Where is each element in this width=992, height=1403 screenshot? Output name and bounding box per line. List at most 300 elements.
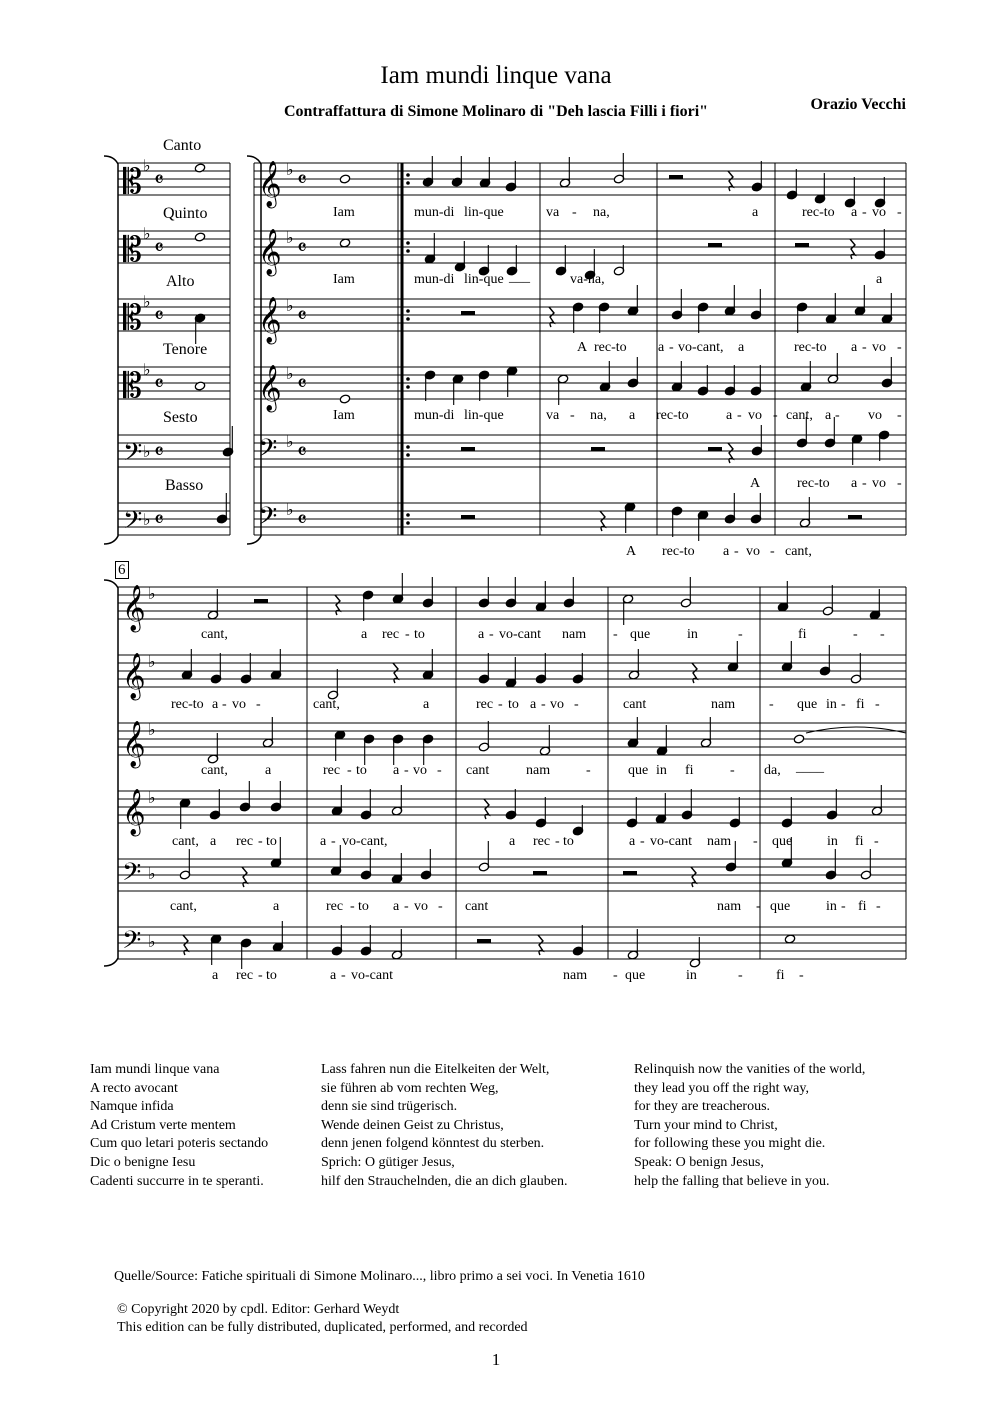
text-line: Lass fahren nun die Eitelkeiten der Welt,: [321, 1062, 550, 1077]
lyric: to: [563, 834, 574, 849]
lyric: -: [541, 697, 546, 712]
flat-sign: ♭: [143, 512, 151, 529]
lyric: fi: [776, 968, 785, 983]
lyric: a: [212, 697, 219, 712]
flat-sign: ♭: [148, 586, 156, 603]
lyric: va: [546, 408, 560, 423]
lyric: a: [851, 205, 858, 220]
lyric: na,: [593, 205, 610, 220]
lyric: rec: [326, 899, 344, 914]
half-rest: [477, 939, 491, 943]
lyric: to: [508, 697, 519, 712]
lyric: -: [586, 763, 591, 778]
lyric: -: [405, 627, 410, 642]
incipit-clef: 𝄡: [123, 300, 142, 337]
flat-sign: ♭: [143, 226, 151, 243]
quarter-rest: [335, 595, 340, 615]
quarter-rest: [600, 511, 605, 531]
quarter-rest: [728, 171, 733, 191]
lyric: -: [613, 968, 618, 983]
lyric: -: [437, 763, 442, 778]
voice-name-quinto: Quinto: [163, 205, 208, 222]
time-signature: 𝄴: [154, 303, 164, 328]
text-line: Speak: O benign Jesus,: [634, 1154, 764, 1170]
repeat-dot: [406, 521, 410, 525]
quarter-rest: [728, 443, 733, 463]
lyric: vo: [550, 697, 564, 712]
lyric: A: [577, 340, 588, 355]
measure-number: 6: [115, 561, 129, 579]
quarter-rest: [183, 935, 188, 955]
lyric: rec-to: [662, 544, 695, 559]
lyric: cant,: [170, 899, 197, 914]
flat-sign: ♭: [286, 230, 294, 247]
lyric: Iam: [333, 408, 355, 423]
text-line: Sprich: O gütiger Jesus,: [321, 1154, 455, 1170]
lyric: -: [862, 340, 867, 355]
treble-clef: 𝄢: [122, 927, 142, 960]
quarter-rest: [850, 239, 855, 259]
source-note: Quelle/Source: Fatiche spirituali di Simone Molinaro..., libro primo a sei voci. In Venetia 1610: [114, 1269, 645, 1284]
repeat-dot: [406, 173, 410, 177]
half-rest: [591, 447, 605, 451]
half-rest: [795, 243, 809, 247]
text-line: help the falling that believe in you.: [634, 1173, 830, 1189]
lyric: -: [574, 697, 579, 712]
lyric: a: [393, 763, 400, 778]
lyric: cant,: [201, 627, 228, 642]
lyric: que: [625, 968, 646, 983]
repeat-dot: [406, 249, 410, 253]
lyric: que: [630, 627, 651, 642]
flat-sign: ♭: [286, 162, 294, 179]
note-head: [339, 394, 350, 404]
text-line: denn jenen folgend könntest du sterben.: [321, 1136, 545, 1152]
treble-clef: 𝄞: [122, 789, 146, 834]
quarter-rest: [549, 307, 554, 327]
flat-sign: ♭: [148, 654, 156, 671]
time-signature: 𝄴: [297, 439, 307, 464]
lyric: Iam: [333, 272, 355, 287]
lyric: vo: [872, 476, 886, 491]
repeat-dot: [406, 445, 410, 449]
quarter-rest: [393, 663, 398, 683]
page-number: 1: [491, 1350, 501, 1369]
voice-name-canto: Canto: [163, 137, 202, 154]
time-signature: 𝄴: [154, 235, 164, 260]
flat-sign: ♭: [148, 722, 156, 739]
lyric: to: [266, 968, 277, 983]
quarter-rest: [691, 867, 696, 887]
quarter-rest: [692, 663, 697, 683]
license-note: This edition can be fully distributed, duplicated, performed, and recorded: [117, 1320, 528, 1335]
lyric: vo-cant,: [342, 834, 388, 849]
lyric: vo: [872, 340, 886, 355]
note-head: [793, 734, 804, 744]
repeat-dot: [406, 317, 410, 321]
repeat-dot: [406, 241, 410, 245]
text-line: Iam mundi linque vana: [90, 1062, 220, 1077]
lyric: rec: [236, 968, 254, 983]
lyric: -: [862, 476, 867, 491]
lyric: -: [572, 205, 577, 220]
text-line: Dic o benigne Iesu: [90, 1154, 196, 1170]
half-rest: [461, 311, 475, 315]
repeat-dot: [406, 181, 410, 185]
page-subtitle: Contraffattura di Simone Molinaro di "Deh lascia Filli i fiori": [283, 103, 709, 120]
lyric: que: [772, 834, 793, 849]
note-head: [339, 174, 350, 184]
treble-clef: 𝄞: [258, 365, 282, 410]
treble-clef: 𝄞: [122, 653, 146, 698]
lyric: vo: [746, 544, 760, 559]
note-head: [194, 381, 205, 391]
lyric: vo: [414, 899, 428, 914]
lyric: mun-di: [414, 408, 455, 423]
lyric: que: [797, 697, 818, 712]
lyric: nam: [707, 834, 732, 849]
incipit-clef: 𝄡: [123, 368, 142, 405]
lyric: a: [530, 697, 537, 712]
lyric: -: [730, 763, 735, 778]
lyric: a: [423, 697, 430, 712]
lyric: a: [330, 968, 337, 983]
lyric: mun-di: [414, 272, 455, 287]
half-rest: [669, 175, 683, 179]
lyric: -: [404, 899, 409, 914]
lyric: cant,: [785, 544, 812, 559]
flat-sign: ♭: [286, 298, 294, 315]
voice-name-tenore: Tenore: [163, 341, 208, 358]
time-signature: 𝄴: [154, 439, 164, 464]
flat-sign: ♭: [286, 434, 294, 451]
treble-clef: 𝄞: [122, 585, 146, 630]
treble-clef: 𝄞: [258, 229, 282, 274]
text-line: for following these you might die.: [634, 1136, 826, 1152]
lyric: -: [753, 834, 758, 849]
lyric: -: [880, 627, 885, 642]
text-line: Turn your mind to Christ,: [634, 1117, 778, 1133]
flat-sign: ♭: [286, 502, 294, 519]
note-head: [194, 232, 205, 242]
incipit-clef: 𝄢: [123, 439, 143, 472]
lyric: rec-to: [802, 205, 835, 220]
lyric: nam: [526, 763, 551, 778]
flat-sign: ♭: [143, 294, 151, 311]
half-rest: [461, 447, 475, 451]
lyric: -: [498, 697, 503, 712]
voice-name-basso: Basso: [165, 477, 204, 494]
half-rest: [461, 515, 475, 519]
half-rest: [254, 599, 268, 603]
tie: [806, 727, 906, 733]
voice-name-alto: Alto: [166, 273, 195, 290]
lyric: nam: [711, 697, 736, 712]
lyric: in: [826, 697, 837, 712]
lyric: -: [897, 205, 902, 220]
lyric: a: [509, 834, 516, 849]
lyric: -: [799, 968, 804, 983]
time-signature: 𝄴: [154, 371, 164, 396]
lyric: A: [626, 544, 637, 559]
lyric: -: [770, 544, 775, 559]
lyric: -: [756, 899, 761, 914]
lyric: cant,: [313, 697, 340, 712]
lyric: -: [258, 968, 263, 983]
lyric: to: [266, 834, 277, 849]
lyric: -: [773, 408, 778, 423]
lyric: -: [640, 834, 645, 849]
lyric: -: [489, 627, 494, 642]
lyric: to: [358, 899, 369, 914]
lyric: a: [723, 544, 730, 559]
lyric: vo-cant: [351, 968, 393, 983]
treble-clef: 𝄢: [258, 435, 278, 468]
lyric: rec-to: [797, 476, 830, 491]
flat-sign: ♭: [143, 444, 151, 461]
flat-sign: ♭: [143, 362, 151, 379]
repeat-dot: [406, 453, 410, 457]
lyric: -: [841, 697, 846, 712]
lyric: va: [546, 205, 560, 220]
lyric: -: [734, 544, 739, 559]
lyric: a: [210, 834, 217, 849]
lyric: cant,: [201, 763, 228, 778]
text-line: Cadenti succurre in te speranti.: [90, 1173, 264, 1189]
page-title: Iam mundi linque vana: [380, 62, 612, 89]
system-bracket: [104, 156, 118, 544]
lyric: que: [628, 763, 649, 778]
treble-clef: 𝄢: [258, 503, 278, 536]
treble-clef: 𝄞: [122, 721, 146, 766]
quarter-rest: [538, 935, 543, 955]
lyric: rec: [323, 763, 341, 778]
lyric: -: [737, 408, 742, 423]
lyric: Iam: [333, 205, 355, 220]
lyric: -: [256, 697, 261, 712]
lyric: -: [769, 697, 774, 712]
lyric: -: [404, 763, 409, 778]
lyric: -: [874, 834, 879, 849]
lyric: vo: [872, 205, 886, 220]
incipit-clef: 𝄡: [123, 164, 142, 201]
lyric: fi: [855, 834, 864, 849]
incipit-clef: 𝄡: [123, 232, 142, 269]
lyric: in: [656, 763, 667, 778]
text-line: Relinquish now the vanities of the world,: [634, 1062, 866, 1077]
lyric: -: [570, 408, 575, 423]
lyric: rec: [382, 627, 400, 642]
half-rest: [533, 871, 547, 875]
lyric: a: [361, 627, 368, 642]
text-line: Ad Cristum verte mentem: [90, 1117, 236, 1133]
lyric: vo: [232, 697, 246, 712]
repeat-dot: [406, 377, 410, 381]
lyric: a: [629, 408, 636, 423]
time-signature: 𝄴: [297, 371, 307, 396]
text-line: they lead you off the right way,: [634, 1080, 809, 1096]
half-rest: [708, 243, 722, 247]
lyric: a: [212, 968, 219, 983]
lyric: fi: [798, 627, 807, 642]
lyric: -: [835, 408, 840, 423]
time-signature: 𝄴: [154, 507, 164, 532]
lyric: -: [738, 968, 743, 983]
lyric: rec-to: [594, 340, 627, 355]
lyric: que: [770, 899, 791, 914]
repeat-dot: [406, 385, 410, 389]
lyric: a: [752, 205, 759, 220]
lyric: a: [320, 834, 327, 849]
treble-clef: 𝄞: [258, 161, 282, 206]
lyric: A: [750, 476, 761, 491]
lyric: nam: [563, 968, 588, 983]
lyric: a: [629, 834, 636, 849]
time-signature: 𝄴: [297, 235, 307, 260]
half-rest: [708, 447, 722, 451]
lyric: a: [876, 272, 883, 287]
note-head: [194, 163, 205, 173]
lyric: cant: [623, 697, 647, 712]
lyric: cant,: [172, 834, 199, 849]
flat-sign: ♭: [143, 158, 151, 175]
lyric: -: [350, 899, 355, 914]
lyric: rec: [533, 834, 551, 849]
copyright-note: © Copyright 2020 by cpdl. Editor: Gerhard Weydt: [117, 1302, 400, 1317]
lyric: da,: [764, 763, 781, 778]
lyric: a: [478, 627, 485, 642]
quarter-rest: [484, 799, 489, 819]
lyric: mun-di: [414, 205, 455, 220]
lyric: rec: [236, 834, 254, 849]
lyric: a: [393, 899, 400, 914]
repeat-dot: [406, 513, 410, 517]
lyric: a: [726, 408, 733, 423]
lyric: -: [258, 834, 263, 849]
voice-name-sesto: Sesto: [163, 409, 198, 426]
lyric: -: [222, 697, 227, 712]
lyric: -: [876, 899, 881, 914]
lyric: fi: [858, 899, 867, 914]
lyric: ___: [509, 270, 530, 285]
lyric: -: [669, 340, 674, 355]
text-line: sie führen ab vom rechten Weg,: [321, 1080, 499, 1096]
lyric: lin-que: [464, 272, 504, 287]
lyric: rec-to: [656, 408, 689, 423]
text-line: denn sie sind trügerisch.: [321, 1099, 458, 1115]
text-line: for they are treacherous.: [634, 1099, 771, 1115]
lyric: ____: [796, 760, 824, 775]
lyric: cant: [465, 899, 489, 914]
time-signature: 𝄴: [297, 303, 307, 328]
lyric: a: [851, 340, 858, 355]
half-rest: [623, 871, 637, 875]
lyric: na,: [590, 408, 607, 423]
lyric: -: [738, 627, 743, 642]
lyric: vo-cant: [499, 627, 541, 642]
time-signature: 𝄴: [297, 507, 307, 532]
lyric: -: [875, 697, 880, 712]
lyric: to: [356, 763, 367, 778]
lyric: in: [686, 968, 697, 983]
lyric: a: [273, 899, 280, 914]
flat-sign: ♭: [148, 866, 156, 883]
lyric: -: [555, 834, 560, 849]
lyric: -: [897, 340, 902, 355]
lyric: to: [414, 627, 425, 642]
lyric: rec-to: [171, 697, 204, 712]
lyric: lin-que: [464, 408, 504, 423]
lyric: a: [265, 763, 272, 778]
lyric: -: [862, 205, 867, 220]
lyric: -: [613, 627, 618, 642]
lyric: in: [826, 899, 837, 914]
lyric: -: [897, 476, 902, 491]
flat-sign: ♭: [286, 366, 294, 383]
quarter-rest: [242, 867, 247, 887]
text-line: Cum quo letari poteris sectando: [90, 1136, 269, 1152]
time-signature: 𝄴: [297, 167, 307, 192]
half-rest: [848, 515, 862, 519]
text-latin: [90, 1061, 268, 1191]
text-line: Namque infida: [90, 1099, 174, 1115]
lyric: lin-que: [464, 205, 504, 220]
lyric: cant: [466, 763, 490, 778]
lyric: cant,: [786, 408, 813, 423]
treble-clef: 𝄞: [258, 297, 282, 342]
lyric: a: [738, 340, 745, 355]
text-line: hilf den Strauchelnden, die an dich glauben.: [321, 1173, 568, 1189]
lyric: a: [851, 476, 858, 491]
lyric: -: [331, 834, 336, 849]
lyric: in: [687, 627, 698, 642]
repeat-dot: [406, 309, 410, 313]
lyric: a: [825, 408, 832, 423]
system-bracket: [104, 580, 118, 966]
lyric: -: [438, 899, 443, 914]
composer: Orazio Vecchi: [810, 96, 906, 113]
lyric: rec-to: [794, 340, 827, 355]
text-german: [321, 1061, 567, 1191]
lyric: -: [853, 627, 858, 642]
lyric: vo: [748, 408, 762, 423]
text-line: Wende deinen Geist zu Christus,: [321, 1117, 504, 1133]
text-line: A recto avocant: [90, 1080, 178, 1096]
flat-sign: ♭: [148, 790, 156, 807]
lyric: -: [347, 763, 352, 778]
lyric: rec: [476, 697, 494, 712]
lyric: vo: [868, 408, 882, 423]
lyric: nam: [717, 899, 742, 914]
lyric: in: [827, 834, 838, 849]
lyric: vo-cant,: [678, 340, 724, 355]
lyric: nam: [562, 627, 587, 642]
flat-sign: ♭: [148, 934, 156, 951]
lyric: fi: [856, 697, 865, 712]
lyric: fi: [685, 763, 694, 778]
lyric: a: [658, 340, 665, 355]
lyric: vo-cant: [650, 834, 692, 849]
lyric: vo: [413, 763, 427, 778]
treble-clef: 𝄢: [122, 859, 142, 892]
time-signature: 𝄴: [154, 167, 164, 192]
incipit-clef: 𝄢: [123, 507, 143, 540]
lyric: -: [841, 899, 846, 914]
lyric: va-na,: [570, 272, 605, 287]
lyric: -: [897, 408, 902, 423]
text-english: [634, 1061, 865, 1191]
lyric: -: [341, 968, 346, 983]
